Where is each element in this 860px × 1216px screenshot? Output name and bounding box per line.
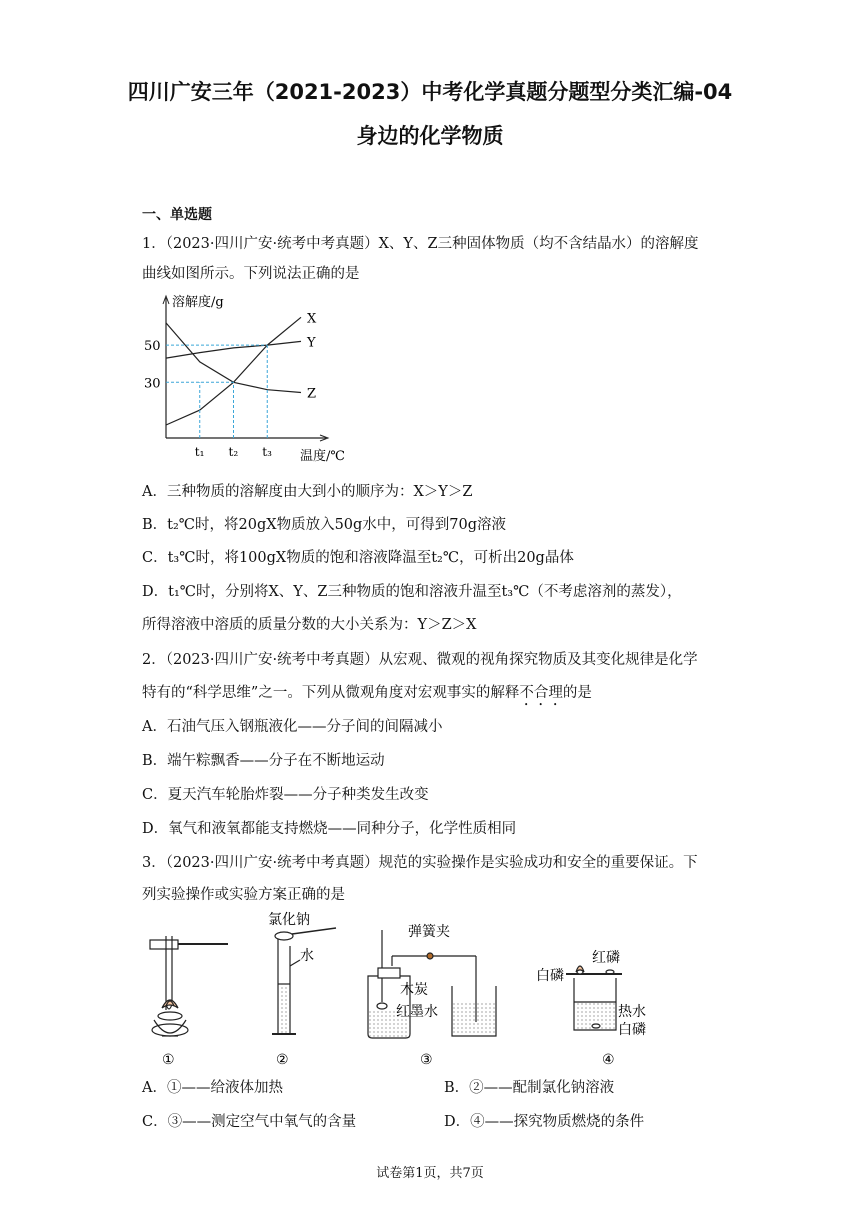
q2-stem-line1: 2．（2023·四川广安·统考中考真题）从宏观、微观的视角探究物质及其变化规律是化学 (142, 652, 698, 668)
q2-option-c[interactable]: C．夏天汽车轮胎炸裂——分子种类发生改变 (142, 787, 429, 803)
q1-option-b[interactable]: B．t₂℃时，将20gX物质放入50g水中，可得到70g溶液 (142, 517, 507, 533)
page-footer: 试卷第1页，共7页 (376, 1166, 484, 1181)
solubility-chart (140, 292, 345, 464)
label-charcoal: 木炭 (400, 982, 428, 998)
y-tick-label: 50 (144, 339, 161, 355)
series-label-z: Z (307, 386, 317, 402)
figure-num-2: ② (276, 1052, 289, 1068)
q3-option-b[interactable]: B．②——配制氯化钠溶液 (444, 1080, 615, 1096)
q3-stem-line2: 列实验操作或实验方案正确的是 (142, 887, 345, 903)
q3-option-d[interactable]: D．④——探究物质燃烧的条件 (444, 1114, 645, 1130)
label-red-ink: 红墨水 (396, 1004, 438, 1020)
q2-stem-post: 的是 (562, 685, 592, 701)
series-label-x: X (307, 311, 317, 327)
label-sodium-chloride: 氯化钠 (268, 912, 310, 928)
figure-num-1: ① (162, 1052, 175, 1068)
x-tick-label: t₃ (262, 445, 272, 459)
q2-stem-pre: 特有的“科学思维”之一。下列从微观角度对宏观事实的解释 (142, 685, 520, 701)
q2-option-b[interactable]: B．端午粽飘香——分子在不断地运动 (142, 753, 385, 769)
q3-option-c[interactable]: C．③——测定空气中氧气的含量 (142, 1114, 357, 1130)
experiment-figure (140, 906, 660, 1072)
y-tick-label: 30 (144, 376, 161, 392)
label-white-phosphorus-top: 白磷 (536, 968, 564, 984)
label-water: 水 (300, 948, 314, 964)
q1-option-d-line1[interactable]: D．t₁℃时，分别将X、Y、Z三种物质的饱和溶液升温至t₃℃（不考虑溶剂的蒸发）， (142, 584, 682, 600)
label-spring-clamp: 弹簧夹 (408, 924, 450, 940)
q2-option-d[interactable]: D．氧气和液氧都能支持燃烧——同种分子，化学性质相同 (142, 821, 517, 837)
q1-option-c[interactable]: C．t₃℃时，将100gX物质的饱和溶液降温至t₂℃，可析出20g晶体 (142, 550, 574, 566)
q1-stem-line1: 1．（2023·四川广安·统考中考真题）X、Y、Z三种固体物质（均不含结晶水）的溶解度 (142, 236, 699, 252)
series-line-x (166, 317, 301, 425)
combustion-conditions-apparatus (566, 966, 622, 1030)
section-heading: 一、单选题 (142, 207, 212, 223)
q1-option-d-line2: 所得溶液中溶质的质量分数的大小关系为：Y＞Z＞X (142, 617, 477, 633)
series-line-y (166, 341, 301, 358)
figure-num-4: ④ (602, 1052, 615, 1068)
x-axis-label: 温度/℃ (300, 449, 345, 464)
document-title-line2: 身边的化学物质 (356, 124, 504, 148)
x-tick-label: t₁ (194, 445, 205, 459)
oxygen-measurement-apparatus (368, 930, 496, 1038)
document-title-line1: 四川广安三年（2021-2023）中考化学真题分题型分类汇编-04 (127, 80, 733, 104)
series-label-y: Y (307, 335, 316, 351)
figure-num-3: ③ (420, 1052, 433, 1068)
label-red-phosphorus: 红磷 (592, 950, 620, 966)
y-axis-label: 溶解度/g (172, 295, 224, 310)
q3-stem-line1: 3．（2023·四川广安·统考中考真题）规范的实验操作是实验成功和安全的重要保证。下 (142, 855, 698, 871)
test-tube-heating-apparatus (150, 936, 228, 1036)
x-tick-label: t₂ (228, 445, 239, 459)
q3-option-a[interactable]: A．①——给液体加热 (142, 1080, 283, 1096)
q1-stem-line2: 曲线如图所示。下列说法正确的是 (142, 266, 360, 282)
graduated-cylinder-apparatus (272, 928, 336, 1034)
label-hot-water: 热水 (618, 1004, 646, 1020)
q2-stem-line2 (142, 681, 592, 709)
q2-stem-emphasis: 不合理 (519, 685, 563, 701)
q1-option-a[interactable]: A．三种物质的溶解度由大到小的顺序为：X＞Y＞Z (142, 484, 473, 500)
label-white-phosphorus-bottom: 白磷 (618, 1022, 646, 1038)
q2-option-a[interactable]: A．石油气压入钢瓶液化——分子间的间隔减小 (142, 719, 443, 735)
